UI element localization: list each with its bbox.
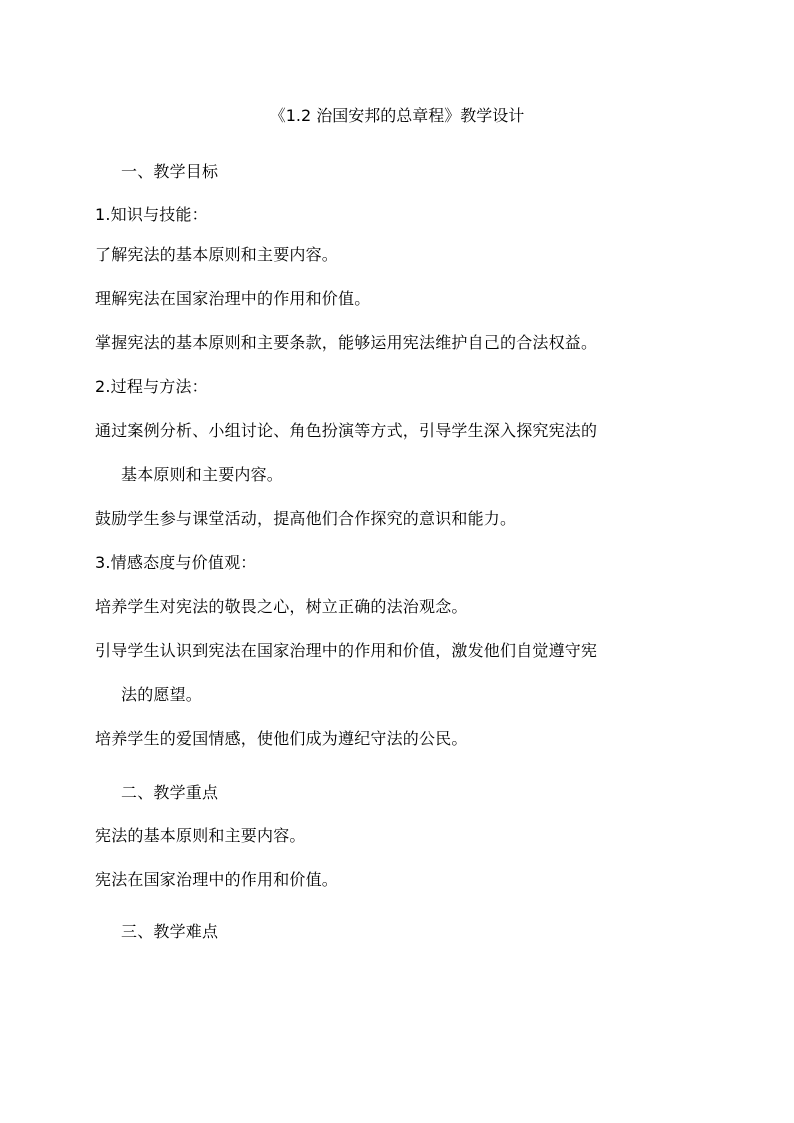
section-heading-objectives: 一、教学目标 [121, 162, 219, 181]
paragraph: 掌握宪法的基本原则和主要条款，能够运用宪法维护自己的合法权益。 [95, 333, 598, 352]
paragraph: 培养学生对宪法的敬畏之心，树立正确的法治观念。 [95, 597, 468, 616]
paragraph-continuation: 法的愿望。 [121, 685, 203, 704]
subsection-heading-values: 3.情感态度与价值观： [95, 553, 257, 572]
section-heading-difficulties: 三、教学难点 [121, 922, 219, 941]
paragraph: 宪法的基本原则和主要内容。 [95, 826, 306, 845]
paragraph: 宪法在国家治理中的作用和价值。 [95, 870, 339, 889]
subsection-heading-process: 2.过程与方法： [95, 377, 208, 396]
paragraph: 培养学生的爱国情感，使他们成为遵纪守法的公民。 [95, 729, 468, 748]
section-heading-key-points: 二、教学重点 [121, 783, 219, 802]
paragraph: 鼓励学生参与课堂活动，提高他们合作探究的意识和能力。 [95, 509, 517, 528]
subsection-heading-knowledge: 1.知识与技能： [95, 205, 208, 224]
paragraph: 理解宪法在国家治理中的作用和价值。 [95, 289, 371, 308]
paragraph: 通过案例分析、小组讨论、角色扮演等方式，引导学生深入探究宪法的 [95, 421, 598, 440]
paragraph: 引导学生认识到宪法在国家治理中的作用和价值，激发他们自觉遵守宪 [95, 641, 598, 660]
paragraph: 了解宪法的基本原则和主要内容。 [95, 245, 339, 264]
document-title: 《1.2 治国安邦的总章程》教学设计 [269, 106, 525, 125]
paragraph-continuation: 基本原则和主要内容。 [121, 465, 284, 484]
